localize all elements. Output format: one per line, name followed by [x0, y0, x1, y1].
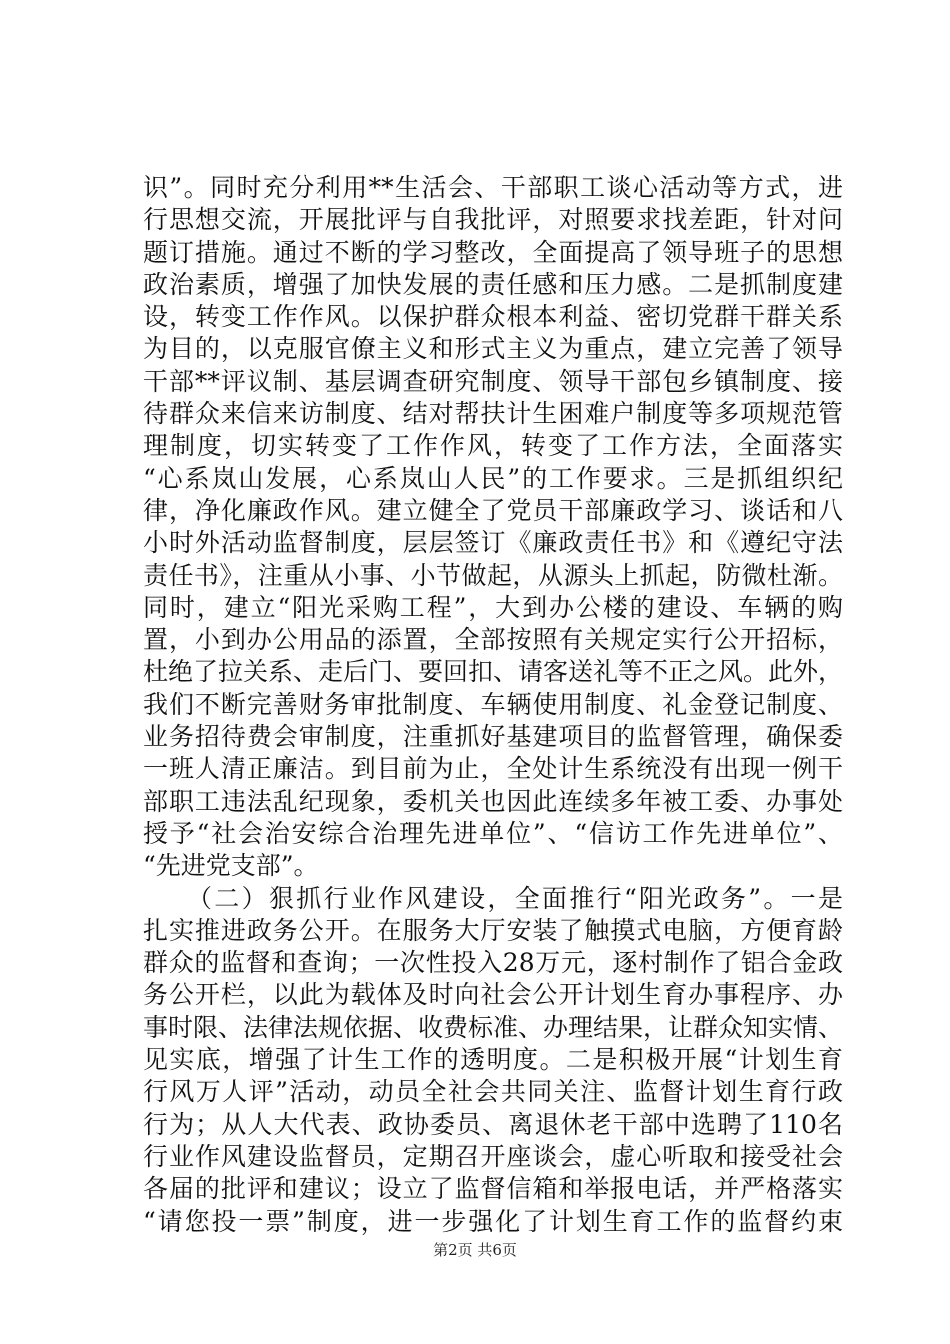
- text-line: 行思想交流，开展批评与自我批评，对照要求找差距，针对问: [143, 205, 843, 235]
- text-line: 行业作风建设监督员，定期召开座谈会，虚心听取和接受社会: [143, 1141, 843, 1171]
- text-line: 政治素质，增强了加快发展的责任感和压力感。二是抓制度建: [143, 269, 843, 299]
- text-line: 律，净化廉政作风。建立健全了党员干部廉政学习、谈话和八: [143, 495, 843, 525]
- text-line: 各届的批评和建议；设立了监督信箱和举报电话，并严格落实: [143, 1174, 843, 1204]
- text-line: 群众的监督和查询；一次性投入28万元，逐村制作了铝合金政: [143, 948, 843, 978]
- text-line: 行为；从人大代表、政协委员、离退休老干部中选聘了110名: [143, 1109, 843, 1139]
- text-line: 事时限、法律法规依据、收费标准、办理结果，让群众知实情、: [143, 1012, 844, 1042]
- text-line: 置，小到办公用品的添置，全部按照有关规定实行公开招标，: [143, 625, 843, 655]
- text-line: 部职工违法乱纪现象，委机关也因此连续多年被工委、办事处: [143, 786, 843, 816]
- text-line: 授予“社会治安综合治理先进单位”、“信访工作先进单位”、: [143, 818, 843, 848]
- body-text: [143, 172, 843, 1238]
- text-line: 扎实推进政务公开。在服务大厅安装了触摸式电脑，方便育龄: [143, 915, 843, 945]
- text-line: 我们不断完善财务审批制度、车辆使用制度、礼金登记制度、: [143, 689, 843, 719]
- text-line: 题订措施。通过不断的学习整改，全面提高了领导班子的思想: [143, 237, 843, 267]
- text-line: “心系岚山发展，心系岚山人民”的工作要求。三是抓组织纪: [143, 463, 843, 493]
- text-line: “请您投一票”制度，进一步强化了计划生育工作的监督约束: [143, 1206, 843, 1236]
- text-line: 小时外活动监督制度，层层签订《廉政责任书》和《遵纪守法: [143, 528, 843, 558]
- paragraph-start-line: （二）狠抓行业作风建设，全面推行“阳光政务”。一是: [187, 883, 843, 913]
- text-line: 行风万人评”活动，动员全社会共同关注、监督计划生育行政: [143, 1077, 843, 1107]
- text-line: 业务招待费会审制度，注重抓好基建项目的监督管理，确保委: [143, 722, 843, 752]
- text-line: 待群众来信来访制度、结对帮扶计生困难户制度等多项规范管: [143, 399, 843, 429]
- paragraph-end-line: “先进党支部”。: [143, 851, 319, 881]
- text-line: 同时，建立“阳光采购工程”，大到办公楼的建设、车辆的购: [143, 592, 843, 622]
- text-line: 干部**评议制、基层调查研究制度、领导干部包乡镇制度、接: [143, 366, 843, 396]
- text-line: 设，转变工作作风。以保护群众根本利益、密切党群干群关系: [143, 302, 843, 332]
- page-number-footer: 第2页 共6页: [433, 1241, 517, 1259]
- text-line: 为目的，以克服官僚主义和形式主义为重点，建立完善了领导: [143, 334, 843, 364]
- text-line: 务公开栏，以此为载体及时向社会公开计划生育办事程序、办: [143, 980, 843, 1010]
- text-line: 杜绝了拉关系、走后门、要回扣、请客送礼等不正之风。此外，: [143, 657, 844, 687]
- text-line: 识”。同时充分利用**生活会、干部职工谈心活动等方式，进: [143, 173, 843, 202]
- text-line: 一班人清正廉洁。到目前为止，全处计生系统没有出现一例干: [143, 754, 843, 784]
- text-line: 见实底，增强了计生工作的透明度。二是积极开展“计划生育: [143, 1045, 843, 1075]
- text-line: 责任书》，注重从小事、小节做起，从源头上抓起，防微杜渐。: [143, 560, 843, 590]
- text-line: 理制度，切实转变了工作作风，转变了工作方法，全面落实: [143, 431, 843, 461]
